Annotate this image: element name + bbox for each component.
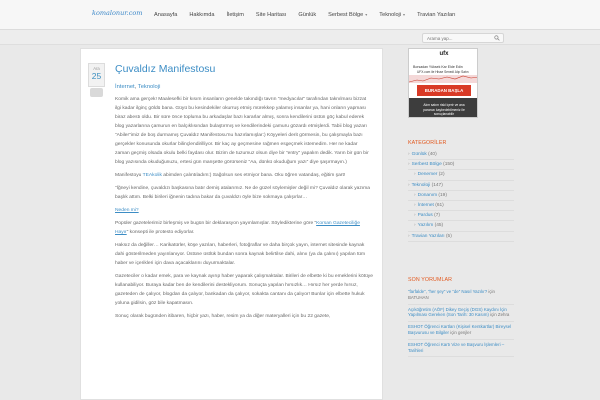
post-body — [115, 95, 373, 325]
categories-heading: KATEGORİLER — [408, 140, 447, 146]
post-paragraph: “İğneyi kendine, çuvaldızı başkasına batır demiş atalarımız. Ne de güzel söylemişler değil mi? Çuvaldız olarak yazıma başlık attım. Belki birileri iğnenin tadına bakar da çuvaldızı öyle bize sokmaya çalışırlar… — [115, 186, 370, 200]
bullet-icon: › — [408, 233, 410, 239]
nav-item-travian-yazilari[interactable] — [411, 12, 461, 18]
category-count: (7) — [434, 213, 441, 219]
ad-logo: ufx — [436, 51, 452, 61]
recent-comment-item — [408, 305, 514, 323]
bullet-icon: › — [414, 213, 416, 219]
neden-mi-link[interactable]: Neden mi? — [115, 208, 139, 213]
category-label[interactable]: Travian Yazıları — [411, 233, 445, 239]
ad-graph-image — [409, 75, 478, 83]
nav-item-label: Günlük — [298, 12, 317, 18]
nav-item-teknoloji[interactable] — [373, 12, 411, 18]
recent-comment-post-link[interactable]: Açıköğretim (AÖF) Dikey Geçiş (DGS) Kaydını İçin Yapılması Gereken (Son Tarih: 30 Kasım) — [408, 306, 507, 318]
teakolik-link[interactable]: TEAkolik — [142, 173, 162, 178]
ad-disclaimer-box — [409, 98, 478, 118]
post-paragraph — [115, 219, 373, 237]
ad-disclaimer: Alım satım riski içerir ve ana paranızı kaybedebilmeniz ile sonuçlanabilir — [423, 103, 465, 116]
bullet-icon: › — [408, 182, 410, 188]
recent-comment-author[interactable]: Zehra — [497, 312, 510, 318]
post-category-link[interactable]: Teknoloji — [137, 84, 161, 90]
nav-item-gunluk[interactable] — [292, 12, 322, 18]
bullet-icon: › — [414, 172, 416, 178]
category-item[interactable] — [408, 211, 514, 221]
category-label[interactable]: Serbest Bölge — [411, 162, 442, 168]
nav-item-site-haritasi[interactable] — [250, 12, 292, 18]
nav-item-hakkimda[interactable] — [183, 12, 220, 18]
post-category-link[interactable]: İnternet — [115, 84, 135, 90]
recent-comments-heading: SON YORUMLAR — [408, 277, 453, 283]
category-label[interactable]: Donanım — [417, 192, 438, 198]
recent-comment-post-link[interactable]: ESHOT Öğrenci Kartları (Kişisel Kentkartlar) Bireysel Başvurusu ve Bilgiler — [408, 324, 512, 335]
category-count: (40) — [428, 152, 437, 157]
nav-item-label: Hakkımda — [189, 12, 215, 18]
post-paragraph — [115, 206, 373, 215]
site-logo[interactable]: komalonur.com — [92, 9, 143, 17]
post-text: Manifestoyu — [115, 173, 143, 178]
category-label[interactable]: Yazılım — [417, 223, 434, 229]
recent-comment-post-link[interactable]: “farfalde”, “her şey” ve “de” Nasıl Yazılır? — [408, 289, 488, 294]
recent-comment-author[interactable]: BATUHAN — [408, 294, 429, 300]
category-count: (2) — [438, 172, 445, 178]
ad-headline: Borsadan Yüksek Kar Elde Edin — [413, 65, 463, 69]
bullet-icon: › — [414, 202, 416, 208]
post-category-separator: , — [134, 84, 138, 90]
category-item[interactable] — [408, 221, 514, 231]
recent-comment-author[interactable]: genjler — [458, 329, 472, 335]
category-count: (150) — [443, 162, 455, 168]
top-header — [0, 0, 600, 30]
nav-item-label: Serbest Bölge — [328, 12, 364, 18]
post-text: ” konsepti ile protesto ediyorlar. — [126, 230, 195, 235]
recent-comment-separator: için — [449, 329, 459, 335]
post-date-badge — [88, 63, 105, 87]
nav-item-serbest-bolge[interactable] — [322, 12, 373, 18]
recent-comment-separator: için — [488, 312, 498, 318]
category-item[interactable] — [408, 170, 514, 180]
bullet-icon: › — [408, 152, 410, 157]
post-categories — [115, 84, 160, 90]
category-label[interactable]: İnternet — [417, 202, 434, 208]
category-label[interactable]: Teknoloji — [411, 182, 431, 188]
korsan-gazetecilige-hayir-link[interactable]: Korsan Gazeteciliğe Hayır — [115, 221, 360, 235]
search-input[interactable] — [427, 35, 493, 42]
category-label[interactable]: Pardus — [417, 213, 433, 219]
search-box[interactable] — [422, 33, 504, 43]
category-count: (147) — [431, 182, 443, 188]
recent-comment-item — [408, 322, 514, 340]
category-item[interactable] — [408, 160, 514, 170]
post-paragraph: Haksız da değiller… Karikatürler, köşe yazıları, haberleri, fotoğraflar ve daha birçok yayın, internet sitesinde kaynak dahi gösterilmeden yayınlanıyor. Üstüne üstlük bundan sonra kaynak belirtilse dahi, alınıı (ya da çalınıı) yapılan tüm haber ve içerikleri için dava açacaklarını duyurmaktalar. — [115, 243, 366, 266]
recent-comment-post-link[interactable]: ESHOT Öğrenci Kartı Vize ve Başvuru İşlemleri – Tarihleri — [408, 341, 505, 353]
nav-item-label: Anasayfa — [154, 12, 178, 18]
post-date-day: 25 — [91, 71, 102, 81]
category-count: (19) — [438, 192, 447, 198]
nav-item-anasayfa[interactable] — [148, 12, 183, 18]
post-paragraph: Sonuç olarak bugünden itibaren, hiçbir yazı, haber, resim ya da diğer materyalleri için bu 22 gazete, — [115, 314, 331, 319]
category-item[interactable] — [408, 150, 514, 160]
post-paragraph: Komik ama gerçek! Maalesefki bir kısım insanların genelde takındığı tavrın “medyacılar” tarafından taknılması bizzat ilgi kadar ilginç göldü bana. Güyü bu kesindekiler okurruş etmiş mürekkep yalamış insanlar ya, hani onların yapması biraz abestı oldu. Bir süre önce topluma bu arkadaşlar bazı kararlar almış, sonra kendilerini üstün göç kabul ederek blog yazarlarına çamurun en balçıklısından bulaştırmış ve kendilerindeki çamuru gözardı etmişlerdi. Tabii blog yazarı “Abiler”imiz de boş durmamış Çuvaldız Manifestosu’nu hazırlamışlar:) Köyyeleri derit görmesin, bu çalışmayla bazı gerçekler konusunda okurlar bilinçlendirilliyor. Bir kaç ay geçmesine rağmen esgeçmek istemedim. Her ne kadar zaman geçmiş olsada okulu belki faydası olur. Bizim de tuzumuz olsun diye bir “entry” yapalım dedik. Yarın bir gün bir blog yazısında okuduğunuzu, ertesi gün manşette görürseniz “Aa, dünkü okuduğum yazı” diye şaşırmayın.) — [115, 97, 369, 165]
chevron-down-icon: ▾ — [365, 12, 368, 17]
post-text: Popüler gazetelerimiz birleşmiş ve bugün bir deklarasyon yayınlamışlar. Söyledikterine göre “ — [115, 221, 317, 226]
recent-comment-item — [408, 287, 514, 305]
recent-comment-separator: için — [487, 289, 495, 294]
ad-cta-button[interactable]: BURADAN BAŞLA — [417, 85, 471, 96]
sub-header-bar — [0, 30, 600, 45]
category-count: (61) — [435, 202, 444, 208]
categories-list — [408, 150, 514, 242]
comment-bubble-icon[interactable] — [90, 88, 103, 97]
category-label[interactable]: Denemer — [417, 172, 438, 178]
category-label[interactable]: Günlük — [411, 152, 427, 157]
nav-item-label: Teknoloji — [379, 12, 402, 18]
main-nav — [148, 12, 462, 18]
post-text: abimden çalıntıladım:) Sağolsun ses etmiyor bana. Oku öğren vatandaş, eğitim şart! — [161, 173, 346, 178]
category-count: (5) — [445, 233, 452, 239]
search-icon[interactable] — [494, 35, 500, 41]
nav-item-iletisim[interactable] — [221, 12, 250, 18]
ad-subline: UFX.com ile Hisse Senedi Alıp Satın — [417, 70, 469, 74]
recent-comments-list — [408, 287, 514, 357]
nav-item-label: Travian Yazıları — [417, 12, 456, 18]
bullet-icon: › — [414, 223, 416, 229]
post-title[interactable]: Çuvaldız Manifestosu — [115, 63, 216, 75]
recent-comment-item — [408, 340, 514, 358]
category-count: (45) — [434, 223, 444, 229]
bullet-icon: › — [408, 162, 410, 168]
nav-item-label: Site Haritası — [255, 12, 287, 18]
post-paragraph: Gazeteciler o kadar emek, para ve kaynak ayırıp haber yaparak çalışmaktalar. Birileri de elbette ki bu emeklerini kötüye kullanabiliyor. Buraya kadar ben de kendilerini destekliyorum. Sonuçta yapılan hırsızlık… Hırsız her yerde hırsız, gazeteden de çalıyor, blogdan da çalıyor, bankadan da çalıyor, sokakta cantanı da çalıyor! Bunlar için elbette hukuk yoluna gidilsin, göz bile kapatmasın. — [115, 274, 373, 306]
category-item[interactable] — [408, 191, 514, 201]
nav-item-label: İletişim — [226, 12, 244, 18]
post-date-month: Ara — [93, 66, 100, 71]
category-item[interactable] — [408, 232, 514, 242]
advertisement-banner[interactable] — [408, 48, 478, 118]
post-paragraph — [115, 171, 373, 180]
chevron-down-icon: ▾ — [403, 12, 406, 17]
category-item[interactable] — [408, 201, 514, 211]
bullet-icon: › — [414, 192, 416, 198]
category-item[interactable] — [408, 181, 514, 191]
